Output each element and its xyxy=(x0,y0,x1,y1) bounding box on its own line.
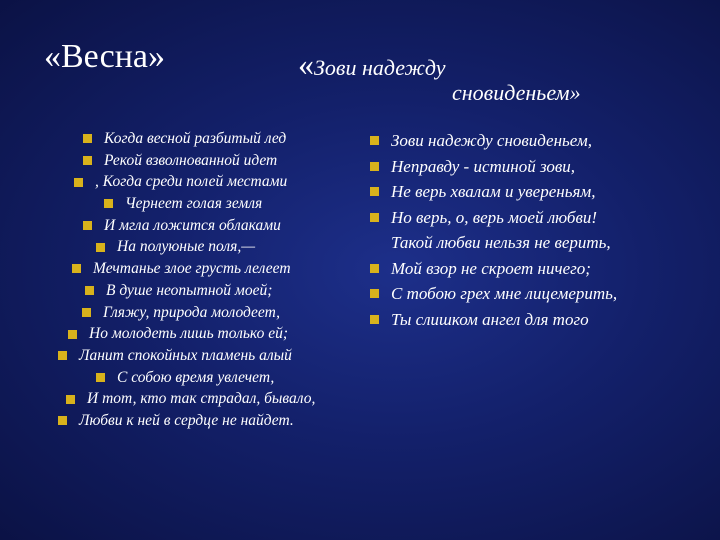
square-bullet-icon xyxy=(370,136,379,145)
poem-line xyxy=(370,281,715,307)
square-bullet-icon xyxy=(370,315,379,324)
poem-line-text: Чернеет голая земля xyxy=(125,195,263,213)
poem-line-text: С собою время увлечет, xyxy=(117,368,275,386)
poem-line-text: Ты слишком ангел для того xyxy=(391,309,589,329)
poem-line-text: Но верь, о, верь моей любви! xyxy=(391,207,598,227)
poem-line-text: Гляжу, природа молодеет, xyxy=(103,303,281,321)
square-bullet-icon xyxy=(58,351,67,360)
poem-line xyxy=(370,154,715,180)
poem-line xyxy=(50,345,350,367)
poem-line-text: И тот, кто так страдал, бывало, xyxy=(87,390,316,408)
poem-line xyxy=(370,256,715,282)
poem-line-text: На полуюные поля,— xyxy=(117,238,255,256)
square-bullet-icon xyxy=(83,134,92,143)
poem-line xyxy=(50,258,350,280)
poem-line-text: В душе неопытной моей; xyxy=(106,281,273,299)
poem-line xyxy=(50,302,350,324)
poem-line xyxy=(50,323,350,345)
square-bullet-icon xyxy=(370,187,379,196)
poem-line-text: , Когда среди полей местами xyxy=(95,173,288,191)
title-quote-mark: « xyxy=(298,46,314,82)
poem-line xyxy=(50,388,350,410)
poem-line-text: Но молодеть лишь только ей; xyxy=(89,325,288,343)
poem-line-text: Неправду - истиной зови, xyxy=(391,156,576,176)
poem-right-column xyxy=(370,128,715,332)
poem-line xyxy=(50,280,350,302)
poem-line xyxy=(370,230,715,256)
square-bullet-icon xyxy=(66,395,75,404)
poem-line xyxy=(50,150,350,172)
square-bullet-icon xyxy=(370,213,379,222)
poem-line-text: Такой любви нельзя не верить, xyxy=(391,233,611,252)
square-bullet-icon xyxy=(96,243,105,252)
poem-line xyxy=(370,205,715,231)
title-zovi-text: Зови надежду xyxy=(314,55,446,80)
square-bullet-icon xyxy=(83,221,92,230)
square-bullet-icon xyxy=(83,156,92,165)
poem-line-text: Ланит спокойных пламень алый xyxy=(79,346,292,364)
poem-line xyxy=(370,128,715,154)
title-zovi-line1 xyxy=(298,46,446,83)
square-bullet-icon xyxy=(104,199,113,208)
poem-line xyxy=(370,179,715,205)
square-bullet-icon xyxy=(370,289,379,298)
poem-line-text: Не верь хвалам и увереньям, xyxy=(391,182,596,201)
poem-line-text: Мой взор не скроет ничего; xyxy=(391,258,591,278)
square-bullet-icon xyxy=(72,264,81,273)
poem-line-text: И мгла ложится облаками xyxy=(104,216,281,234)
poem-line-text: Любви к ней в сердце не найдет. xyxy=(79,411,294,429)
square-bullet-icon xyxy=(68,330,77,339)
poem-line-text: Рекой взволнованной идет xyxy=(104,151,278,169)
square-bullet-icon xyxy=(82,308,91,317)
poem-line-text: Когда весной разбитый лед xyxy=(104,130,287,147)
square-bullet-icon xyxy=(96,373,105,382)
poem-line xyxy=(50,215,350,237)
poem-line xyxy=(50,128,350,150)
poem-line xyxy=(50,171,350,193)
poem-left-column xyxy=(50,128,350,432)
title-zovi-line2: сновиденьем» xyxy=(452,80,581,105)
square-bullet-icon xyxy=(370,264,379,273)
poem-line xyxy=(370,307,715,333)
poem-line xyxy=(50,410,350,432)
poem-line-text: С тобою грех мне лицемерить, xyxy=(391,284,618,303)
poem-line xyxy=(50,193,350,215)
poem-line-text: Мечтанье злое грусть лелеет xyxy=(93,260,291,278)
poem-line-text: Зови надежду сновиденьем, xyxy=(391,131,592,150)
poem-line xyxy=(50,236,350,258)
square-bullet-icon xyxy=(85,286,94,295)
title-vesna: «Весна» xyxy=(44,38,165,75)
square-bullet-icon xyxy=(370,162,379,171)
square-bullet-icon xyxy=(74,178,83,187)
square-bullet-icon xyxy=(58,416,67,425)
poem-line xyxy=(50,367,350,389)
